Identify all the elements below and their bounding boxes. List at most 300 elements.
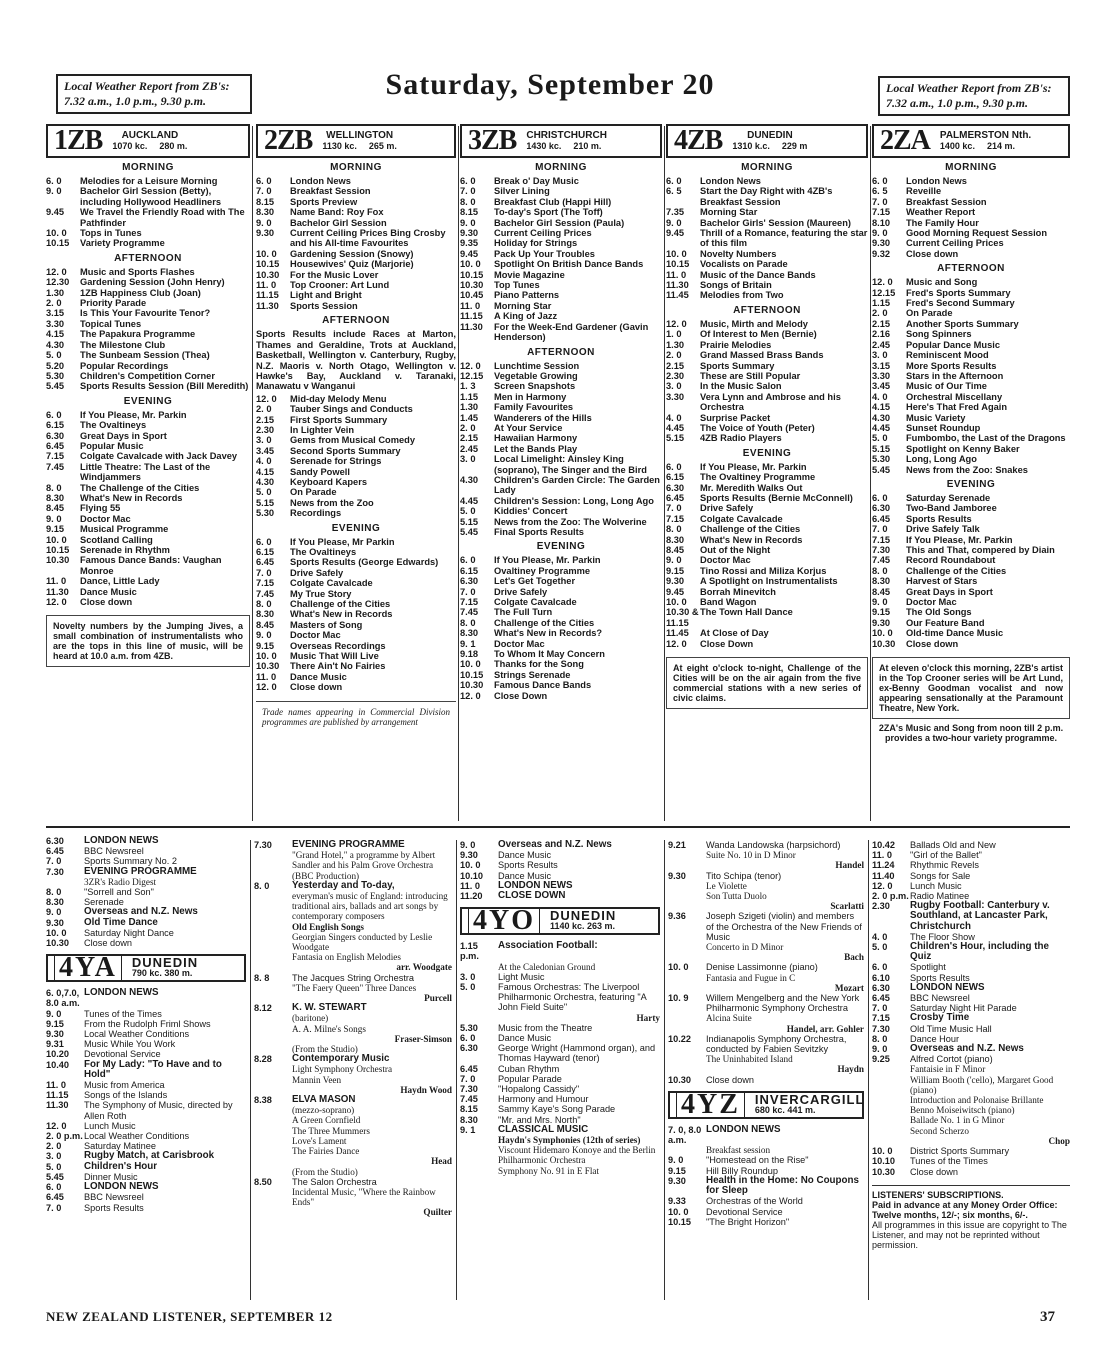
programme-time: 9.15 bbox=[46, 1018, 64, 1029]
programme-detail: Fantasia on English Melodies bbox=[292, 952, 401, 963]
programme-title: Thrill of a Romance, featuring the star of this film bbox=[700, 228, 868, 249]
programme-title: Long, Long Ago bbox=[906, 454, 977, 465]
programme-title: Famous Dance Bands bbox=[494, 680, 592, 691]
programme-item bbox=[460, 280, 662, 290]
programme-detail: 3ZR's Radio Digest bbox=[84, 876, 157, 887]
programme-title: Borrah Minevitch bbox=[700, 586, 776, 597]
section-heading-morning: MORNING bbox=[945, 162, 997, 173]
weather-report-left-line2: 7.32 a.m., 1.0 p.m., 9.30 p.m. bbox=[64, 94, 207, 108]
programme-title: Saturday Matinee bbox=[84, 1141, 157, 1152]
programme-item bbox=[256, 415, 456, 425]
programme-item bbox=[872, 587, 1070, 597]
programme-title: Music from the Theatre bbox=[498, 1022, 593, 1033]
programme-time: 7. 0 bbox=[256, 567, 272, 578]
programme-time: 8.15 bbox=[460, 1104, 478, 1115]
programme-time: 9.21 bbox=[668, 840, 686, 850]
programme-detail: Symphony No. 91 in E Flat bbox=[498, 1165, 600, 1176]
programme-time: 4. 0 bbox=[666, 412, 682, 423]
programme-title: "Homestead on the Rise" bbox=[706, 1155, 809, 1166]
programme-title: Current Ceiling Prices bbox=[906, 238, 1004, 249]
programme-title: Rhythmic Revels bbox=[910, 860, 979, 871]
programme-detail: Ballade No. 1 in G Minor bbox=[910, 1115, 1005, 1126]
programme-item bbox=[254, 1054, 452, 1064]
programme-time: 9.45 bbox=[46, 207, 65, 218]
programme-item bbox=[872, 444, 1070, 454]
programme-item bbox=[460, 259, 662, 269]
programme-item bbox=[668, 962, 864, 972]
programme-time: 1.30 bbox=[460, 402, 479, 413]
programme-title: In Lighter Vein bbox=[290, 424, 355, 435]
programme-title: Dance Music bbox=[498, 850, 552, 861]
programme-title: Housewives' Quiz (Marjorie) bbox=[290, 259, 414, 270]
programme-title: Family Favourites bbox=[494, 402, 574, 413]
station-note: At eight o'clock to-night, Challenge of the Cities will be on the air again from the five commercial stations with a new series of civic claims. bbox=[666, 657, 868, 709]
programme-item bbox=[872, 607, 1070, 617]
programme-title: Let's Get Together bbox=[494, 576, 576, 587]
programme-item bbox=[256, 589, 456, 599]
composer-credit: Haydn Wood bbox=[400, 1084, 452, 1095]
programme-title: Close down bbox=[906, 248, 959, 259]
programme-item bbox=[872, 524, 1070, 534]
programme-time: 12. 0 bbox=[460, 690, 481, 701]
programme-item bbox=[872, 277, 1070, 287]
programme-item bbox=[666, 472, 868, 482]
programme-item bbox=[460, 1125, 660, 1135]
programme-time: 3. 0 bbox=[46, 1151, 62, 1162]
footer-publication: NEW ZEALAND LISTENER, SEPTEMBER 12 bbox=[46, 1309, 333, 1324]
programme-title: LONDON NEWS bbox=[84, 836, 159, 846]
programme-title: Sandy Powell bbox=[290, 466, 350, 477]
programme-title: Songs of Britain bbox=[700, 280, 772, 291]
programme-item bbox=[666, 462, 868, 472]
programme-title: Spotlight on Kenny Baker bbox=[906, 443, 1020, 454]
programme-item bbox=[872, 413, 1070, 423]
programme-item bbox=[872, 1003, 1070, 1013]
programme-item bbox=[666, 290, 868, 300]
programme-item bbox=[46, 361, 250, 371]
programme-item bbox=[46, 1060, 246, 1080]
programme-item bbox=[256, 228, 456, 249]
programme-title: Movie Magazine bbox=[494, 269, 565, 280]
programme-time: 9.30 bbox=[460, 850, 478, 861]
programme-title: Popular Dance Music bbox=[906, 339, 1001, 350]
programme-time: 9.45 bbox=[666, 586, 685, 597]
station-4yo-call: 4YO bbox=[468, 908, 540, 934]
programme-time: 7.15 bbox=[666, 513, 685, 524]
programme-time: 4.45 bbox=[460, 495, 479, 506]
programme-time: 6.15 bbox=[256, 547, 275, 557]
programme-time: 4. 0 bbox=[256, 456, 272, 467]
programme-title: The Salon Orchestra bbox=[292, 1176, 377, 1187]
programme-time: 11.30 bbox=[256, 300, 279, 311]
programme-item bbox=[254, 973, 452, 983]
programme-time: 10. 0 bbox=[460, 259, 481, 270]
programme-time: 10. 0 bbox=[460, 659, 481, 670]
programme-item bbox=[872, 319, 1070, 329]
programme-item bbox=[46, 988, 246, 1008]
programme-item bbox=[666, 392, 868, 413]
programme-time: 7. 0 bbox=[46, 1202, 62, 1213]
programme-time: 6.30 bbox=[46, 836, 64, 846]
programme-item bbox=[46, 350, 250, 360]
programme-time: 10.42 bbox=[872, 840, 895, 850]
programme-title: CLASSICAL MUSIC bbox=[498, 1123, 589, 1135]
programme-title: Sports Results bbox=[498, 860, 558, 871]
programme-time: 11. 0 bbox=[460, 300, 481, 311]
programme-title: Saturday Serenade bbox=[906, 492, 991, 503]
programme-item bbox=[872, 493, 1070, 503]
programme-title: Joseph Szigeti (violin) and members of the Orchestra of the New Friends of Music bbox=[706, 911, 862, 942]
programme-item bbox=[872, 639, 1070, 649]
programme-time: 3.30 bbox=[666, 391, 685, 402]
programme-title: Music and Song bbox=[906, 277, 978, 288]
column-rule bbox=[870, 126, 871, 821]
programme-title: Tauber Sings and Conducts bbox=[290, 404, 413, 415]
programme-time: 5.45 bbox=[46, 1171, 64, 1182]
programme-item bbox=[256, 537, 456, 547]
programme-time: 5.15 bbox=[256, 497, 275, 508]
programme-item bbox=[256, 259, 456, 269]
programme-time: 8.10 bbox=[872, 217, 891, 228]
programme-item bbox=[256, 609, 456, 619]
programme-title: Lunch Music bbox=[910, 880, 962, 891]
programme-title: The Floor Show bbox=[910, 931, 975, 942]
programme-time: 6.15 bbox=[46, 420, 65, 431]
programme-title: Orchestras of the World bbox=[706, 1196, 803, 1207]
programme-time: 8. 0 bbox=[254, 880, 270, 891]
programme-time: 6.45 bbox=[46, 846, 64, 857]
programme-time: 9.15 bbox=[46, 524, 65, 535]
programme-detail: Viscount Hidemaro Konoye and the Berlin Philharmonic Orchestra bbox=[498, 1145, 656, 1166]
programme-time: 9. 0 bbox=[46, 186, 62, 197]
programme-time: 5.30 bbox=[46, 370, 65, 381]
programme-time: 10. 0 bbox=[46, 228, 67, 239]
programme-time: 10.20 bbox=[46, 1049, 69, 1060]
programme-time: 6. 0 bbox=[256, 176, 272, 186]
programme-title: Close Down bbox=[700, 638, 754, 649]
programme-title: Drive Safely Talk bbox=[906, 524, 980, 535]
programme-title: Ballads Old and New bbox=[910, 840, 996, 850]
station-call-sign: 2ZA bbox=[880, 125, 930, 156]
programme-time: 8.12 bbox=[254, 1003, 272, 1014]
station-frequency: 1310 k.c. bbox=[732, 141, 770, 151]
station-4ya-freq: 790 kc. 380 m. bbox=[131, 968, 193, 979]
programme-item bbox=[46, 277, 250, 287]
programme-item bbox=[872, 433, 1070, 443]
column-rule bbox=[252, 126, 253, 821]
programme-item bbox=[254, 1003, 452, 1013]
programme-item bbox=[666, 607, 868, 628]
programme-time: 8. 0 bbox=[872, 565, 888, 576]
programme-item bbox=[666, 176, 868, 186]
programme-title: Sports Results (Bernie McConnell) bbox=[700, 492, 853, 503]
section-heading-morning: MORNING bbox=[122, 162, 174, 173]
programme-item bbox=[872, 176, 1070, 186]
composer-credit: Harty bbox=[636, 1012, 660, 1023]
programme-title: Popular Parade bbox=[498, 1073, 562, 1084]
programme-detail: Alcina Suite bbox=[706, 1013, 752, 1024]
programme-detail: Mannin Veen bbox=[292, 1074, 342, 1085]
programme-time: 12.15 bbox=[872, 287, 896, 298]
programme-time: 4.30 bbox=[872, 412, 891, 423]
column-rule bbox=[664, 840, 665, 1300]
bottom-column-2 bbox=[254, 840, 452, 1306]
programme-time: 1.15 p.m. bbox=[460, 941, 479, 962]
programme-time: 7.15 bbox=[872, 1013, 890, 1024]
programme-time: 12. 0 bbox=[666, 318, 687, 329]
programme-time: 9. 0 bbox=[256, 630, 272, 641]
composer-credit: Head bbox=[431, 1156, 452, 1167]
programme-title: For the Music Lover bbox=[290, 269, 379, 280]
programme-title: Vocalists on Parade bbox=[700, 259, 788, 270]
programme-item bbox=[872, 1024, 1070, 1034]
programme-title: Song Spinners bbox=[906, 329, 972, 340]
programme-item bbox=[872, 454, 1070, 464]
programme-time: 11. 0 bbox=[460, 880, 480, 891]
programme-title: EVENING PROGRAMME bbox=[84, 865, 197, 877]
programme-item bbox=[872, 298, 1070, 308]
programme-time: 11.40 bbox=[872, 870, 895, 881]
programme-title: Drive Safely bbox=[494, 586, 548, 597]
programme-title: Dance Music bbox=[498, 1033, 552, 1044]
programme-item bbox=[46, 371, 250, 381]
programme-detail: "Grand Hotel," a programme by Albert Sandler and his Palm Grove Orchestra bbox=[292, 850, 436, 871]
programme-item bbox=[666, 186, 868, 207]
composer-credit: arr. Woodgate bbox=[396, 962, 452, 973]
programme-time: 3. 0 bbox=[460, 454, 476, 465]
programme-item bbox=[46, 597, 250, 607]
programme-time: 12. 0 bbox=[872, 880, 893, 891]
programme-item bbox=[256, 508, 456, 518]
programme-time: 9.36 bbox=[668, 911, 686, 922]
programme-item bbox=[460, 361, 662, 371]
programme-title: Doctor Mac bbox=[906, 597, 957, 608]
programme-item bbox=[46, 1100, 246, 1120]
programme-item bbox=[46, 524, 250, 534]
programme-item bbox=[668, 1155, 864, 1165]
programme-item bbox=[256, 641, 456, 651]
programme-time: 8.30 bbox=[460, 1114, 478, 1125]
programme-item bbox=[872, 402, 1070, 412]
section-divider bbox=[46, 826, 1070, 828]
programme-time: 9.15 bbox=[666, 565, 685, 576]
programme-item bbox=[46, 1182, 246, 1192]
programme-title: Here's That Fred Again bbox=[906, 402, 1008, 413]
programme-item bbox=[872, 901, 1070, 932]
programme-time: 6. 0 bbox=[460, 176, 476, 186]
programme-time: 10.30 bbox=[256, 269, 280, 280]
programme-title: Scotland Calling bbox=[80, 534, 153, 545]
programme-time: 12. 0 bbox=[256, 393, 277, 404]
programme-title: Overseas Recordings bbox=[290, 640, 386, 651]
programme-time: 11. 0 bbox=[256, 280, 277, 291]
programme-time: 4.45 bbox=[872, 422, 891, 433]
programme-time: 10. 0 bbox=[256, 651, 277, 662]
programme-time: 6.45 bbox=[872, 513, 891, 524]
programme-time: 9. 0 bbox=[872, 597, 888, 608]
section-heading-afternoon: AFTERNOON bbox=[527, 346, 595, 358]
programme-title: More Sports Results bbox=[906, 360, 997, 371]
programme-time: 6. 0 bbox=[256, 536, 272, 547]
weather-report-left-line1: Local Weather Report from ZB's: bbox=[64, 79, 230, 93]
programme-title: Ovaltiney Programme bbox=[494, 565, 591, 576]
programme-title: Close down bbox=[910, 1166, 959, 1177]
programme-item bbox=[256, 467, 456, 477]
programme-time: 9.30 bbox=[666, 576, 685, 587]
station-frequency: 1430 kc. bbox=[526, 141, 562, 151]
programme-time: 8.30 bbox=[460, 628, 479, 639]
programme-item bbox=[666, 514, 868, 524]
column-rule bbox=[664, 126, 665, 821]
programme-item bbox=[46, 420, 250, 430]
station-wavelength: 280 m. bbox=[159, 141, 188, 151]
programme-time: 10. 0 bbox=[46, 534, 67, 545]
station-header bbox=[460, 124, 662, 158]
programme-title: Dance, Little Lady bbox=[80, 576, 160, 587]
station-4yo-city: DUNEDIN bbox=[550, 908, 617, 924]
programme-time: 8.15 bbox=[460, 207, 479, 218]
programme-title: Songs for Sale bbox=[910, 870, 971, 881]
programme-item bbox=[666, 628, 868, 638]
programme-time: 7. 0 bbox=[460, 586, 476, 597]
programme-time: 11.20 bbox=[460, 891, 483, 902]
programme-time: 2.30 bbox=[256, 424, 275, 435]
column-rule bbox=[458, 126, 459, 821]
programme-time: 9.32 bbox=[872, 248, 891, 259]
programme-title: Children's Hour, including the Quiz bbox=[910, 941, 1049, 963]
programme-title: Bachelor Girls' Session (Maureen) bbox=[700, 217, 852, 228]
programme-title: Doctor Mac bbox=[80, 513, 131, 524]
programme-item bbox=[666, 228, 868, 249]
programme-title: The Family Hour bbox=[906, 217, 979, 228]
programme-item bbox=[46, 535, 250, 545]
programme-time: 5.20 bbox=[46, 360, 65, 371]
section-heading-afternoon: AFTERNOON bbox=[937, 263, 1005, 275]
programme-title: Challenge of the Cities bbox=[290, 599, 391, 610]
programme-title: The Ovaltiney Programme bbox=[700, 472, 816, 483]
programme-time: 9. 0 bbox=[46, 513, 62, 524]
programme-time: 10.15 bbox=[666, 259, 690, 270]
programme-item bbox=[872, 207, 1070, 217]
programme-title: Indianapolis Symphony Orchestra, conducted by Fabien Sevitzky bbox=[706, 1033, 847, 1055]
station-wavelength: 229 m bbox=[781, 141, 808, 151]
programme-item bbox=[46, 176, 250, 186]
programme-time: 6.45 bbox=[46, 440, 65, 451]
programme-title: Mid-day Melody Menu bbox=[290, 393, 387, 404]
programme-item bbox=[46, 1121, 246, 1131]
station-4yz-city: INVERCARGILL bbox=[754, 1091, 864, 1107]
programme-title: Lunchtime Session bbox=[494, 360, 580, 371]
programme-title: Keyboard Kapers bbox=[290, 476, 367, 487]
programme-item bbox=[872, 186, 1070, 196]
programme-time: 7.15 bbox=[872, 534, 891, 545]
programme-time: 8. 0 bbox=[46, 482, 62, 493]
programme-time: 6.30 bbox=[872, 503, 891, 514]
programme-item bbox=[872, 962, 1070, 972]
programme-item bbox=[256, 557, 456, 567]
programme-item bbox=[666, 350, 868, 360]
section-heading-afternoon: AFTERNOON bbox=[114, 252, 182, 264]
programme-item bbox=[256, 186, 456, 196]
programme-item bbox=[460, 371, 662, 381]
programme-item bbox=[460, 527, 662, 537]
programme-time: 10.30 & 11.15 bbox=[666, 607, 699, 628]
programme-item bbox=[256, 218, 456, 228]
programme-detail: Light Symphony Orchestra bbox=[292, 1064, 393, 1075]
programme-title: Good Morning Request Session bbox=[906, 228, 1048, 239]
programme-title: London News bbox=[906, 176, 967, 186]
programme-item bbox=[46, 545, 250, 555]
programme-title: Contemporary Music bbox=[292, 1053, 390, 1065]
programme-title: Reveille bbox=[906, 186, 942, 197]
programme-title: For My Lady: "To Have and to Hold" bbox=[84, 1058, 222, 1080]
programme-time: 6. 0 bbox=[46, 1182, 62, 1193]
programme-title: If You Please, Mr. Parkin bbox=[906, 534, 1013, 545]
programme-time: 9.15 bbox=[256, 640, 275, 651]
programme-title: K. W. STEWART bbox=[292, 1002, 367, 1014]
programme-title: The Milestone Club bbox=[80, 339, 166, 350]
programme-title: Serenade in Rhythm bbox=[80, 545, 170, 555]
programme-time: 4.30 bbox=[256, 476, 275, 487]
programme-item bbox=[872, 597, 1070, 607]
programme-title: What's New in Records? bbox=[494, 628, 603, 639]
programme-title: Novelty Numbers bbox=[700, 248, 777, 259]
programme-time: 6.45 bbox=[460, 1063, 478, 1074]
programme-title: Music and Sports Flashes bbox=[80, 266, 195, 277]
programme-title: Close down bbox=[906, 638, 959, 649]
programme-title: EVENING PROGRAMME bbox=[292, 840, 405, 850]
section-heading-evening: EVENING bbox=[742, 447, 792, 459]
programme-item bbox=[256, 568, 456, 578]
programme-title: Current Ceiling Prices Bing Crosby and his All-time Favourites bbox=[290, 228, 446, 249]
programme-item bbox=[460, 392, 662, 402]
programme-time: 7.30 bbox=[872, 545, 891, 555]
programme-title: Prairie Melodies bbox=[700, 339, 772, 350]
programme-title: "Sorrell and Son" bbox=[84, 887, 154, 898]
programme-title: Rugby Match, at Carisbrook bbox=[84, 1150, 215, 1162]
programme-item bbox=[256, 249, 456, 259]
programme-item bbox=[254, 881, 452, 891]
programme-time: 11.30 bbox=[46, 1100, 69, 1111]
programme-item bbox=[872, 576, 1070, 586]
programme-item bbox=[460, 1064, 660, 1074]
programme-title: Harmony and Humour bbox=[498, 1094, 589, 1105]
programme-title: At Close of Day bbox=[700, 628, 769, 639]
bottom-column-4 bbox=[668, 840, 864, 1306]
programme-time: 5. 0 bbox=[46, 350, 62, 361]
programme-title: Silver Lining bbox=[494, 186, 550, 197]
programme-item bbox=[256, 672, 456, 682]
programme-time: 10. 0 bbox=[668, 962, 689, 973]
programme-title: Melodies from Two bbox=[700, 290, 784, 301]
programme-item bbox=[872, 618, 1070, 628]
programme-title: Top Crooner: Art Lund bbox=[290, 280, 390, 291]
programme-item bbox=[256, 207, 456, 217]
programme-time: 10.30 bbox=[460, 680, 484, 691]
programme-item bbox=[872, 371, 1070, 381]
programme-item bbox=[668, 1207, 864, 1217]
programme-detail: Concerto in D Minor bbox=[706, 942, 784, 953]
programme-time: 5.15 bbox=[666, 433, 685, 444]
programme-time: 1.15 bbox=[872, 298, 891, 309]
programme-time: 12. 0 bbox=[46, 597, 67, 608]
programme-time: 9.15 bbox=[872, 607, 891, 618]
programme-time: 8.30 bbox=[256, 207, 275, 218]
programme-time: 3.30 bbox=[46, 318, 65, 329]
programme-item bbox=[460, 444, 662, 454]
programme-time: 8. 0 bbox=[460, 617, 476, 628]
composer-credit: Purcell bbox=[424, 993, 452, 1004]
